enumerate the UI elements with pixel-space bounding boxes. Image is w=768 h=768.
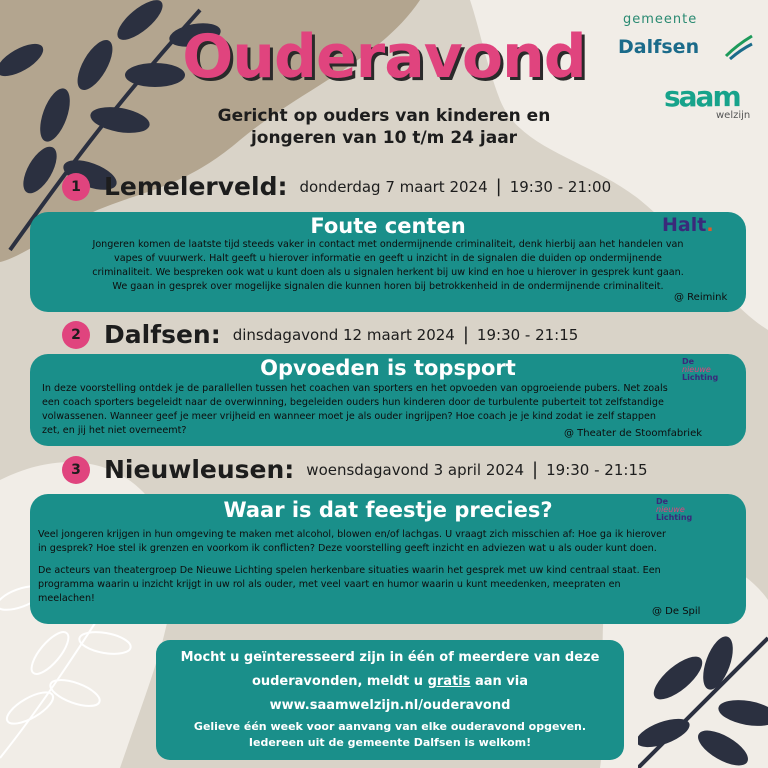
de-nieuwe-lichting-logo: De nieuwe Lichting xyxy=(656,497,693,522)
footer-line-2: ouderavonden, meldt u gratis aan via xyxy=(251,674,529,689)
separator: | xyxy=(462,324,469,345)
registration-box xyxy=(156,640,624,760)
saam-logo: saam xyxy=(664,80,740,113)
event-place: Nieuwleusen: xyxy=(104,455,295,484)
event-1-card xyxy=(30,212,746,312)
event-1-header xyxy=(62,172,611,201)
event-place: Lemelerveld: xyxy=(104,172,288,201)
event-number-badge: 1 xyxy=(62,173,90,201)
event-date: woensdagavond 3 april 2024 xyxy=(306,460,525,479)
event-number-badge: 2 xyxy=(62,321,90,349)
event-description: Jongeren komen de laatste tijd steeds vaker in contact met ondermijnende criminaliteit, denk hierbij aan het handelen van vapes of vuurwerk. Halt geeft u hierover informatie en geeft u inzicht in de signalen die duiden op ondermijnende criminaliteit. We bespreken ook wat u kunt doen als u signalen herkent bij uw kind en hoe u hierover in gesprek kunt gaan. We gaan in gesprek over mogelijke signalen die kunnen horen bij betrokkenheid in de ondermijnende criminaliteit. xyxy=(92,239,684,292)
separator: | xyxy=(495,176,502,197)
gemeente-logo-text: gemeente xyxy=(623,12,698,27)
separator: | xyxy=(532,459,539,480)
halt-logo: Halt. xyxy=(662,214,714,236)
event-2-card xyxy=(30,354,746,446)
dalfsen-logo-text: Dalfsen xyxy=(618,36,700,58)
gratis-text: gratis xyxy=(427,674,471,689)
event-description: In deze voorstelling ontdek je de parallellen tussen het coachen van sporters en het opvoeden van opgroeiende pubers. Net zoals een coach sporters begeleidt naar de overwinning, begeleiden ouders hun kinderen door de turbulente puberteit tot zelfstandige volwassenen. Wanneer geef je meer vrijheid en wanneer moet je als ouder ingrijpen? Hoe coach je je kind zodat ie zelf stappen zet, en jij het niet overneemt? xyxy=(42,383,668,436)
event-2-header xyxy=(62,320,578,349)
footer-line-4: Gelieve één week voor aanvang van elke ouderavond opgeven. xyxy=(193,720,587,733)
event-credit: @ De Spil xyxy=(652,606,701,617)
event-3-header xyxy=(62,455,648,484)
event-time: 19:30 - 21:15 xyxy=(546,460,648,479)
event-credit: @ Theater de Stoomfabriek xyxy=(564,428,703,439)
subtitle-line-1: Gericht op ouders van kinderen en xyxy=(217,106,551,126)
de-nieuwe-lichting-logo: De nieuwe Lichting xyxy=(682,357,719,382)
registration-link[interactable]: www.saamwelzijn.nl/ouderavond xyxy=(269,698,511,713)
leaf-branch-icon xyxy=(638,618,768,768)
event-title: Foute centen xyxy=(310,214,466,238)
subtitle-line-2: jongeren van 10 t/m 24 jaar xyxy=(250,128,518,148)
event-time: 19:30 - 21:15 xyxy=(476,325,579,344)
event-date: dinsdagavond 12 maart 2024 xyxy=(232,325,455,344)
event-date: donderdag 7 maart 2024 xyxy=(299,177,488,196)
footer-line-1: Mocht u geïnteresseerd zijn in één of meerdere van deze xyxy=(180,650,600,665)
footer-line-5: Iedereen uit de gemeente Dalfsen is welkom! xyxy=(248,736,532,749)
event-3-card xyxy=(30,494,746,624)
event-place: Dalfsen: xyxy=(104,320,221,349)
event-number-badge: 3 xyxy=(62,456,90,484)
event-credit: @ Reimink xyxy=(674,292,728,303)
event-time: 19:30 - 21:00 xyxy=(509,177,612,196)
event-description: Veel jongeren krijgen in hun omgeving te maken met alcohol, blowen en/of lachgas. U vraagt zich misschien af: Hoe ga ik hierover in gesprek? Hoe stel ik grenzen en voorkom ik conflicten? Deze voorstelling geeft inzicht en adviezen wat u als ouder kunt doen. De acteurs van theatergroep De Nieuwe Lichting spelen herkenbare situaties waarin het gesprek met uw kind centraal staat. Een programma waarin u inzicht krijgt in uw rol als ouder, met veel vaart en humor waarin u kunt meedenken, meepraten en meelachen! xyxy=(38,529,666,604)
welzijn-logo-text: welzijn xyxy=(716,110,751,121)
event-title: Waar is dat feestje precies? xyxy=(223,498,553,522)
event-title: Opvoeden is topsport xyxy=(260,356,516,380)
page-title: Ouderavond xyxy=(182,22,586,92)
